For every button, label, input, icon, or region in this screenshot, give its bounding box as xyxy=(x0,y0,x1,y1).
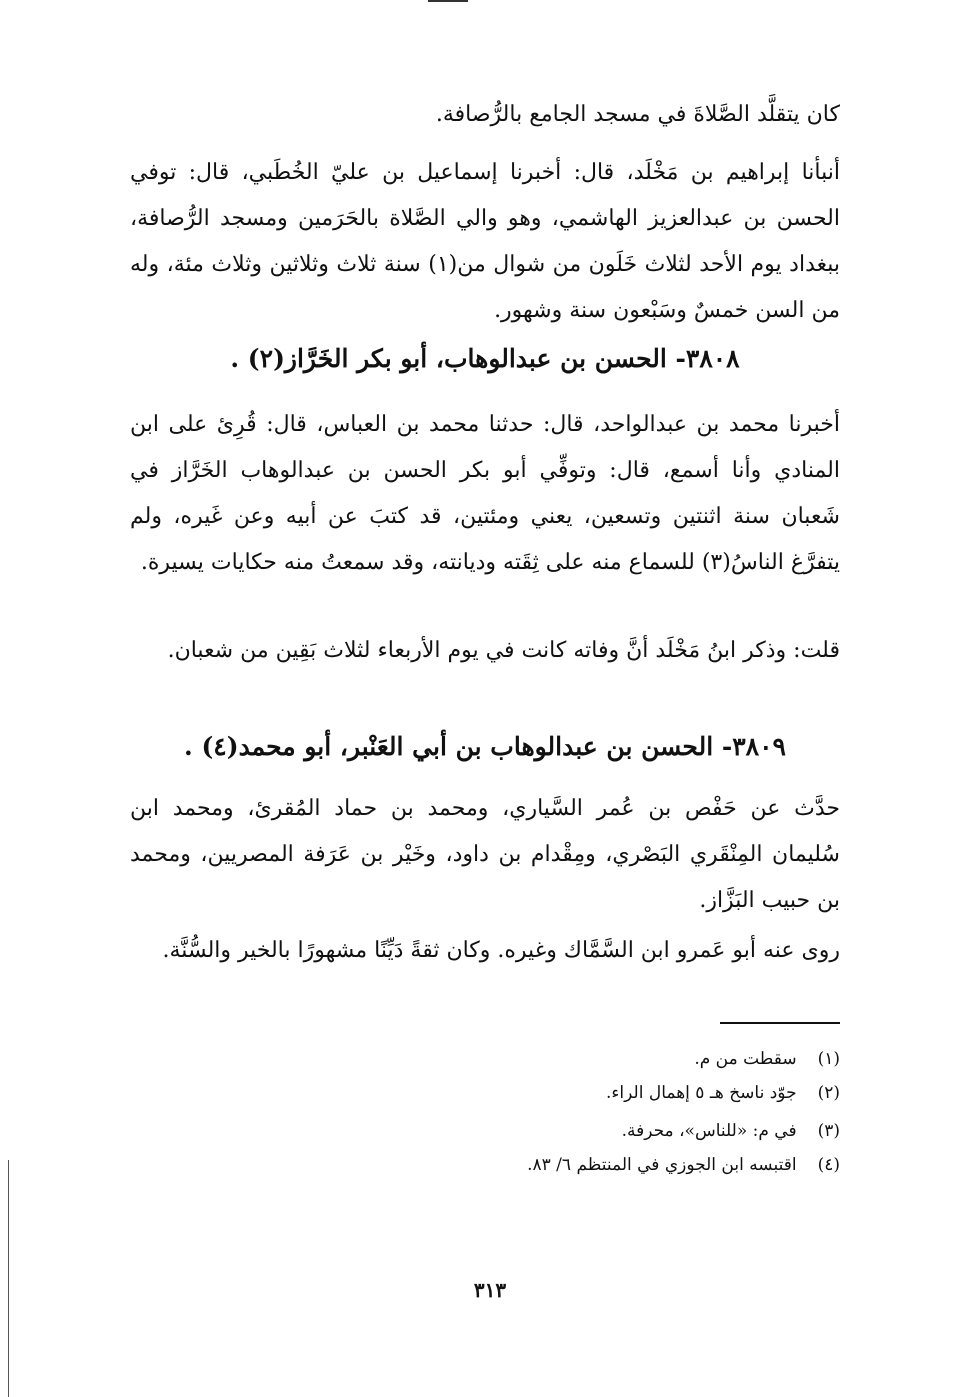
footnote-number: (٤) xyxy=(817,1155,840,1175)
footnote-text: جوّد ناسخ هـ ٥ إهمال الراء. xyxy=(606,1083,797,1103)
footnote-text: سقطت من م. xyxy=(694,1049,797,1069)
footnote-separator xyxy=(720,1022,840,1024)
paragraph-6: روى عنه أبو عَمرو ابن السَّمَّاك وغيره. وكان ثقةً دَيِّنًا مشهورًا بالخير والسُّنَّة. xyxy=(162,938,840,963)
footnote-2 xyxy=(280,1080,840,1106)
paragraph-5: حدَّث عن حَفْص بن عُمر السَّياري، ومحمد بن حماد المُقرئ، ومحمد ابن سُليمان المِنْقَري البَصْري، ومِقْدام بن داود، وخَيْر بن عَرَفة المصريين، ومحمد بن حبيب البَزَّاز. xyxy=(130,796,840,913)
footnote-text: في م: «للناس»، محرفة. xyxy=(621,1121,797,1141)
footnote-1 xyxy=(280,1046,840,1072)
footnote-4 xyxy=(280,1152,840,1178)
paragraph-2: أنبأنا إبراهيم بن مَخْلَد، قال: أخبرنا إسماعيل بن عليّ الخُطَبي، قال: توفي الحسن بن عبدالعزيز الهاشمي، وهو والي الصَّلاة بالحَرَمين ومسجد الرُّصافة، ببغداد يوم الأحد لثلاث خَلَون من شوال من(١) سنة ثلاث وثلاثين وثلاث مئة، وله من السن خمسٌ وسَبْعون سنة وشهور. xyxy=(130,160,840,323)
paragraph-4: قلت: وذكر ابنُ مَخْلَد أنَّ وفاته كانت في يوم الأربعاء لثلاث بَقِين من شعبان. xyxy=(167,638,840,663)
page-number: ٣١٣ xyxy=(473,1278,507,1302)
footnote-3 xyxy=(280,1118,840,1144)
footnote-text: اقتبسه ابن الجوزي في المنتظم ٦/ ٨٣. xyxy=(527,1155,797,1175)
footnote-number: (٣) xyxy=(817,1121,840,1141)
paragraph-3: أخبرنا محمد بن عبدالواحد، قال: حدثنا محمد بن العباس، قال: قُرِئ على ابن المنادي وأنا أسمع، قال: وتوفِّي أبو بكر الحسن بن عبدالوهاب الخَرَّاز في شَعبان سنة اثنتين وتسعين، يعني ومئتين، قد كتبَ عن أبيه وعن غَيره، ولم يتفرَّغ الناسُ(٣) للسماع منه على ثِقَته وديانته، وقد سمعتُ منه حكايات يسيرة. xyxy=(130,412,840,575)
entry-heading-3809: ٣٨٠٩- الحسن بن عبدالوهاب بن أبي العَنْبر، أبو محمد(٤) . xyxy=(184,732,786,761)
top-edge-mark xyxy=(428,0,468,2)
footnote-number: (١) xyxy=(817,1049,840,1069)
entry-heading-3808: ٣٨٠٨- الحسن بن عبدالوهاب، أبو بكر الخَرَّاز(٢) . xyxy=(230,344,740,373)
paragraph-1: كان يتقلَّد الصَّلاةَ في مسجد الجامع بالرُّصافة. xyxy=(435,102,840,127)
scan-edge-line xyxy=(8,1160,9,1397)
footnote-number: (٢) xyxy=(817,1083,840,1103)
